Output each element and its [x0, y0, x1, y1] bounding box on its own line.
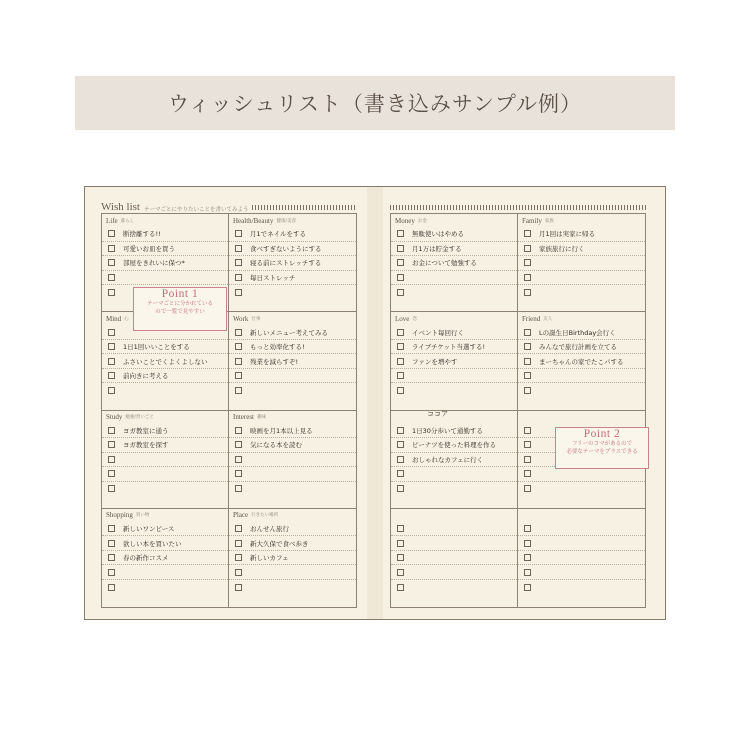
point2-desc-2: 必要なテーマをプラスできる: [566, 449, 638, 455]
checkbox[interactable]: [524, 456, 531, 463]
section-right-page-1: [518, 214, 645, 312]
list-item: [518, 467, 645, 482]
checkbox[interactable]: [108, 485, 115, 492]
item-text: ヨガ教室に通う: [123, 426, 169, 435]
list-item: [391, 536, 517, 551]
banner-title: ウィッシュリスト（書き込みサンプル例）: [167, 92, 582, 116]
list-item: [102, 227, 228, 242]
section-title: Work: [233, 314, 249, 323]
item-text: 家族旅行に行く: [539, 244, 585, 253]
checkbox[interactable]: [397, 569, 404, 576]
list-item: [229, 383, 356, 398]
list-item: [102, 522, 228, 537]
section-title: Health/Beauty: [233, 216, 274, 225]
list-item: [102, 467, 228, 482]
checkbox[interactable]: [397, 441, 404, 448]
point1-desc-2: ので一覧で見やすい: [155, 309, 205, 315]
checkbox[interactable]: [397, 387, 404, 394]
checkbox[interactable]: [108, 245, 115, 252]
section-right-page-0: [391, 214, 518, 312]
section-right-page-6: [391, 509, 518, 607]
item-text: おんせん旅行: [250, 525, 289, 533]
checkbox[interactable]: [524, 230, 531, 237]
checkbox[interactable]: [524, 525, 531, 532]
checkbox[interactable]: [108, 358, 115, 365]
section-header: [391, 411, 517, 424]
section-title: Love: [395, 314, 410, 323]
list-item: [518, 242, 645, 257]
list-item: [391, 369, 517, 384]
item-text: 新しいワンピース: [123, 525, 175, 533]
section-header: [391, 312, 517, 325]
checkbox[interactable]: [397, 584, 404, 591]
item-text: イベント毎回行く: [412, 328, 464, 337]
checkbox[interactable]: [235, 372, 242, 379]
checkbox[interactable]: [235, 427, 242, 434]
checkbox[interactable]: [524, 554, 531, 561]
item-text: 前向きに考える: [123, 372, 169, 380]
checkbox[interactable]: [235, 329, 242, 336]
page-header: [101, 199, 357, 213]
checkbox[interactable]: [397, 289, 404, 296]
list-item: [391, 565, 517, 580]
float-word-cocoa: ココア: [427, 410, 448, 418]
point1-desc-1: テーマごとに分かれている: [146, 301, 213, 307]
checklist: [229, 424, 356, 508]
checkbox[interactable]: [108, 372, 115, 379]
checkbox[interactable]: [397, 525, 404, 532]
section-title: Friend: [522, 314, 541, 323]
checkbox[interactable]: [108, 540, 115, 547]
list-item: [391, 227, 517, 242]
item-text: 月1万は貯金する: [412, 244, 462, 253]
list-item: [102, 536, 228, 551]
section-title: Interest: [233, 413, 254, 421]
list-item: [518, 354, 645, 369]
section-header: [229, 509, 356, 522]
checkbox[interactable]: [108, 343, 115, 350]
list-item: [391, 354, 517, 369]
checkbox[interactable]: [524, 343, 531, 350]
list-item: [391, 467, 517, 482]
list-item: [518, 325, 645, 340]
list-item: [102, 453, 228, 468]
list-item: [102, 369, 228, 384]
list-item: [229, 369, 356, 384]
item-text: Lの誕生日Birthday会行く: [539, 328, 616, 337]
list-item: [518, 482, 645, 497]
list-item: [102, 354, 228, 369]
checkbox[interactable]: [524, 372, 531, 379]
section-subtitle: 暮らし: [120, 218, 135, 224]
list-item: [229, 580, 356, 595]
checkbox[interactable]: [235, 289, 242, 296]
item-text: ファンを増やす: [412, 357, 458, 366]
section-left-page-1: [229, 214, 356, 312]
point2-callout: [555, 427, 649, 469]
list-item: [229, 453, 356, 468]
item-text: 無駄使いはやめる: [412, 230, 464, 239]
section-left-page-6: [102, 509, 229, 607]
list-item: [391, 383, 517, 398]
list-item: [518, 565, 645, 580]
list-item: [391, 256, 517, 271]
checklist: [102, 325, 228, 409]
checkbox[interactable]: [524, 245, 531, 252]
section-header: [518, 509, 645, 522]
checkbox[interactable]: [524, 485, 531, 492]
section-subtitle: 恋: [412, 316, 417, 322]
item-text: 新大久保で食べ歩き: [250, 539, 309, 548]
list-item: [229, 227, 356, 242]
checkbox[interactable]: [397, 230, 404, 237]
section-subtitle: 心: [124, 316, 129, 322]
list-item: [391, 438, 517, 453]
checkbox[interactable]: [397, 274, 404, 281]
list-item: [229, 354, 356, 369]
list-item: [229, 256, 356, 271]
checkbox[interactable]: [235, 358, 242, 365]
list-item: [102, 271, 228, 286]
list-item: [391, 522, 517, 537]
checkbox[interactable]: [524, 289, 531, 296]
checkbox[interactable]: [108, 456, 115, 463]
item-text: おしゃれなカフェに行く: [412, 455, 484, 464]
list-item: [102, 340, 228, 355]
item-text: 食べすぎないようにする: [250, 244, 322, 253]
item-text: 春の新作コスメ: [123, 554, 169, 562]
section-header: [391, 214, 517, 227]
checkbox[interactable]: [108, 274, 115, 281]
checklist: [229, 522, 356, 607]
list-item: [518, 340, 645, 355]
checklist: [391, 227, 517, 311]
list-item: [229, 325, 356, 340]
title-banner: [75, 76, 675, 130]
checklist: [518, 227, 645, 311]
list-item: [391, 551, 517, 566]
section-header: [391, 509, 517, 522]
checkbox[interactable]: [397, 540, 404, 547]
section-subtitle: 行きたい場所: [251, 513, 279, 519]
section-subtitle: 健康/美容: [276, 218, 296, 224]
item-text: 月1回は実家に帰る: [539, 230, 596, 239]
checklist: [518, 325, 645, 409]
checkbox[interactable]: [108, 329, 115, 336]
checkbox[interactable]: [397, 259, 404, 266]
point1-callout: [133, 287, 227, 331]
list-item: [102, 565, 228, 580]
section-right-page-3: [518, 312, 645, 410]
list-item: [391, 340, 517, 355]
item-text: ヨガ教室を探す: [123, 441, 169, 450]
section-title: Family: [522, 216, 542, 225]
section-header: [229, 214, 356, 227]
item-text: 毎日ストレッチ: [250, 273, 296, 282]
list-item: [391, 424, 517, 439]
checkbox[interactable]: [108, 230, 115, 237]
list-item: [102, 256, 228, 271]
checkbox[interactable]: [397, 245, 404, 252]
checkbox[interactable]: [235, 259, 242, 266]
left-grid: [101, 213, 357, 608]
item-text: 残業を減らすぞ!: [250, 357, 299, 366]
checkbox[interactable]: [524, 569, 531, 576]
item-text: ピーナツを使った料理を作る: [412, 441, 497, 450]
list-item: [229, 424, 356, 439]
list-item: [518, 383, 645, 398]
item-text: 部屋をきれいに保つ*: [123, 259, 185, 268]
checkbox[interactable]: [235, 387, 242, 394]
list-item: [229, 285, 356, 300]
list-item: [518, 271, 645, 286]
section-subtitle: 買い物: [135, 513, 150, 519]
list-item: [391, 482, 517, 497]
item-text: みんなで旅行計画を立てる: [539, 343, 617, 351]
spine: [367, 187, 383, 619]
item-text: ライブチケット当選する!: [412, 343, 486, 351]
section-subtitle: 趣味: [257, 415, 266, 420]
list-item: [518, 551, 645, 566]
list-item: [229, 271, 356, 286]
section-subtitle: 勉強/習いごと: [125, 415, 154, 420]
list-item: [229, 242, 356, 257]
list-item: [102, 482, 228, 497]
checkbox[interactable]: [235, 485, 242, 492]
item-text: 断捨離する!!: [123, 230, 161, 239]
point1-title: Point 1: [161, 288, 199, 300]
item-text: 欲しい本を買いたい: [123, 539, 182, 548]
checkbox[interactable]: [524, 427, 531, 434]
list-item: [391, 325, 517, 340]
section-header: [102, 214, 228, 227]
checkbox[interactable]: [235, 525, 242, 532]
section-left-page-5: [229, 411, 356, 509]
item-text: 月1でネイルをする: [250, 230, 307, 239]
checkbox[interactable]: [524, 387, 531, 394]
item-text: 1日30分歩いて通勤する: [412, 426, 483, 435]
section-left-page-7: [229, 509, 356, 607]
checkbox[interactable]: [397, 470, 404, 477]
list-item: [229, 565, 356, 580]
list-item: [102, 424, 228, 439]
checkbox[interactable]: [235, 569, 242, 576]
section-header: [102, 411, 228, 424]
list-item: [518, 536, 645, 551]
checkbox[interactable]: [235, 343, 242, 350]
point2-title: Point 2: [583, 428, 621, 440]
list-item: [518, 227, 645, 242]
checkbox[interactable]: [108, 259, 115, 266]
item-text: まーちゃんの家でたこパする: [539, 357, 624, 366]
list-item: [518, 580, 645, 595]
checklist: [391, 325, 517, 409]
section-subtitle: 仕事: [251, 316, 261, 322]
checkbox[interactable]: [524, 358, 531, 365]
checkbox[interactable]: [108, 441, 115, 448]
checkbox[interactable]: [108, 470, 115, 477]
section-left-page-4: [102, 411, 229, 509]
item-text: 新しいメニュー考えてみる: [250, 328, 328, 337]
checkbox[interactable]: [524, 274, 531, 281]
checkbox[interactable]: [397, 427, 404, 434]
section-right-page-7: [518, 509, 645, 607]
list-item: [518, 522, 645, 537]
list-item: [102, 438, 228, 453]
checkbox[interactable]: [397, 329, 404, 336]
checkbox[interactable]: [235, 584, 242, 591]
item-text: ふさいことでくよくよしない: [123, 357, 208, 366]
checkbox[interactable]: [397, 372, 404, 379]
list-item: [518, 369, 645, 384]
item-text: 可愛いお皿を買う: [123, 244, 175, 253]
list-item: [229, 551, 356, 566]
checkbox[interactable]: [108, 569, 115, 576]
section-title: Place: [233, 511, 249, 520]
checkbox[interactable]: [235, 230, 242, 237]
list-item: [102, 242, 228, 257]
section-header: [518, 312, 645, 325]
section-right-page-4: [391, 411, 518, 509]
list-item: [391, 242, 517, 257]
wish-list-subtitle: テーマごとにやりたいことを書いてみよう: [143, 207, 249, 213]
item-text: 新しいカフェ: [250, 554, 289, 562]
checklist: [229, 325, 356, 409]
checklist: [391, 522, 517, 607]
spiral-binding-right: [390, 205, 646, 210]
checkbox[interactable]: [524, 441, 531, 448]
checkbox[interactable]: [397, 343, 404, 350]
checkbox[interactable]: [108, 289, 115, 296]
section-title: Mind: [106, 314, 122, 323]
checkbox[interactable]: [524, 259, 531, 266]
checkbox[interactable]: [397, 554, 404, 561]
item-text: 映画を月1本以上見る: [250, 426, 313, 435]
checkbox[interactable]: [108, 554, 115, 561]
spiral-binding: [252, 205, 358, 210]
list-item: [391, 271, 517, 286]
wish-list-title: Wish list: [101, 201, 140, 213]
checkbox[interactable]: [235, 470, 242, 477]
point2-desc-1: フリーのコマがあるので: [571, 441, 633, 447]
checkbox[interactable]: [235, 274, 242, 281]
list-item: [518, 285, 645, 300]
list-item: [229, 536, 356, 551]
checkbox[interactable]: [108, 525, 115, 532]
item-text: 1日1回いいことをする: [123, 343, 190, 351]
section-header: [518, 214, 645, 227]
checkbox[interactable]: [235, 540, 242, 547]
list-item: [229, 340, 356, 355]
checkbox[interactable]: [524, 470, 531, 477]
item-text: 寝る前にストレッチする: [250, 259, 322, 268]
list-item: [102, 580, 228, 595]
checklist: [391, 424, 517, 508]
list-item: [102, 551, 228, 566]
section-right-page-2: [391, 312, 518, 410]
checkbox[interactable]: [108, 387, 115, 394]
list-item: [391, 580, 517, 595]
checkbox[interactable]: [108, 584, 115, 591]
checkbox[interactable]: [524, 329, 531, 336]
checkbox[interactable]: [397, 456, 404, 463]
checkbox[interactable]: [397, 358, 404, 365]
checkbox[interactable]: [524, 540, 531, 547]
section-subtitle: 友人: [543, 316, 553, 322]
list-item: [229, 522, 356, 537]
list-item: [391, 285, 517, 300]
list-item: [391, 453, 517, 468]
checkbox[interactable]: [108, 427, 115, 434]
checkbox[interactable]: [235, 441, 242, 448]
list-item: [229, 482, 356, 497]
list-item: [229, 438, 356, 453]
checklist: [518, 522, 645, 607]
section-title: Shopping: [106, 511, 133, 520]
item-text: もっと効率化する!: [250, 343, 305, 351]
list-item: [229, 467, 356, 482]
checkbox[interactable]: [235, 554, 242, 561]
checkbox[interactable]: [397, 485, 404, 492]
section-header: [102, 509, 228, 522]
section-title: Life: [106, 216, 118, 225]
left-page: [101, 201, 357, 608]
notebook-spread: [84, 186, 666, 620]
section-left-page-3: [229, 312, 356, 410]
section-header: [229, 312, 356, 325]
section-title: Study: [106, 413, 123, 421]
section-subtitle: 家族: [544, 218, 554, 224]
list-item: [518, 256, 645, 271]
section-title: Money: [395, 216, 415, 225]
checkbox[interactable]: [235, 245, 242, 252]
list-item: [102, 383, 228, 398]
page-header-right: [390, 199, 646, 213]
section-header: [518, 411, 645, 424]
section-header: [229, 411, 356, 424]
section-subtitle: お金: [417, 218, 427, 224]
checkbox[interactable]: [235, 456, 242, 463]
checklist: [102, 424, 228, 508]
item-text: 気になる本を読む: [250, 441, 302, 450]
checklist: [102, 522, 228, 607]
checklist: [229, 227, 356, 311]
checkbox[interactable]: [524, 584, 531, 591]
item-text: お金について勉強する: [412, 259, 477, 268]
